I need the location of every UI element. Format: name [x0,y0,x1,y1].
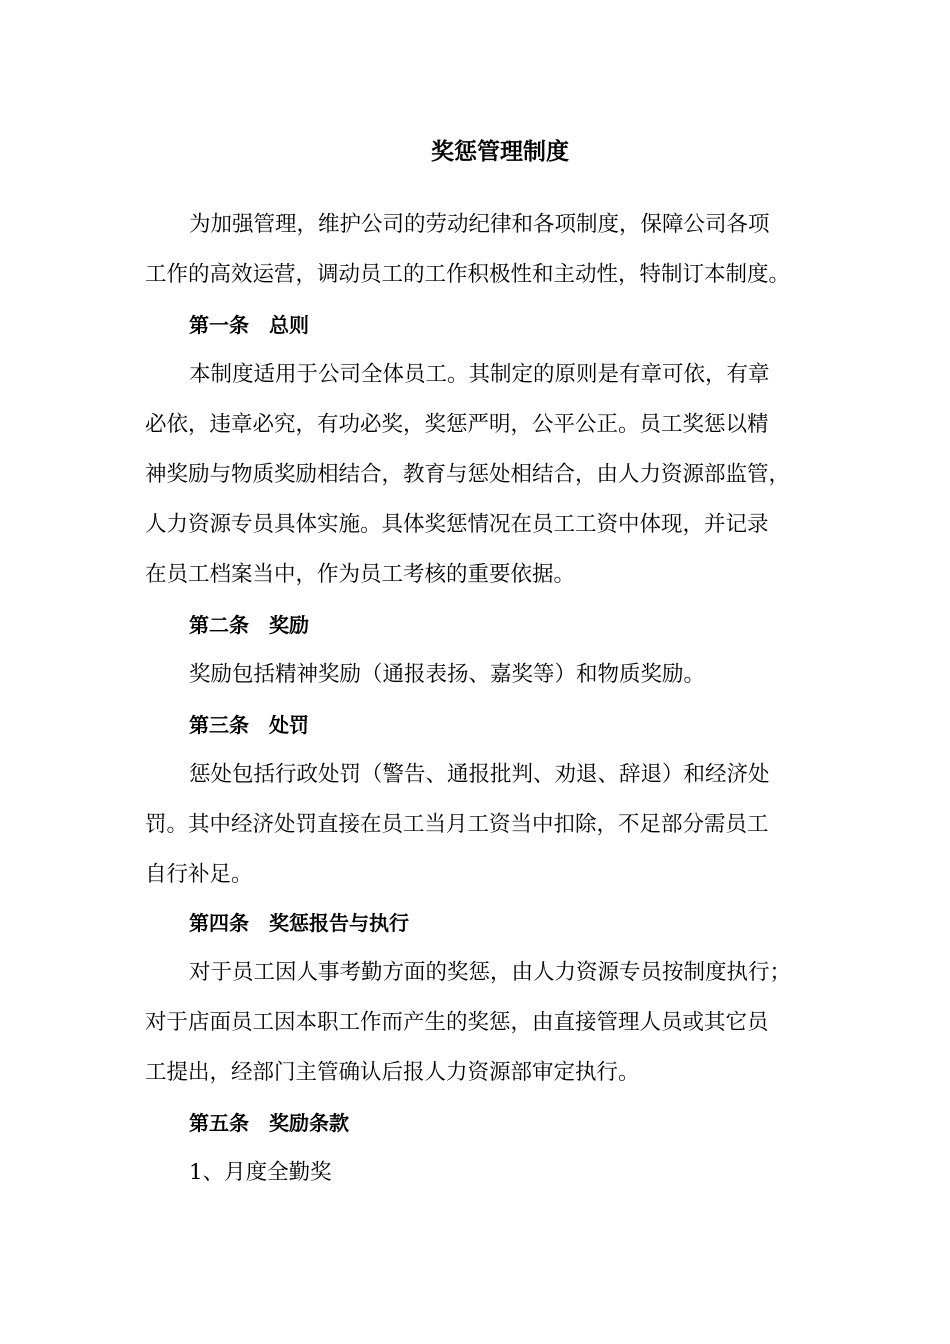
document-title: 奖惩管理制度 [431,139,569,165]
article5-heading: 第五条 奖励条款 [189,1111,349,1135]
article2-paragraph [145,650,805,700]
article1-line-2: 必依，违章必究，有功必奖，奖惩严明，公平公正。员工奖惩以精 [145,412,769,437]
intro-line-2: 工作的高效运营，调动员工的工作积极性和主动性，特制订本制度。 [145,262,791,287]
article1-line-3: 神奖励与物质奖励相结合，教育与惩处相结合，由人力资源部监管， [145,462,791,487]
article3-heading: 第三条 处罚 [189,713,309,737]
intro-paragraph [145,200,805,300]
article4-line-3: 工提出，经部门主管确认后报人力资源部审定执行。 [145,1060,640,1085]
article4-heading: 第四条 奖惩报告与执行 [189,911,409,935]
article1-line-5: 在员工档案当中，作为员工考核的重要依据。 [145,562,576,587]
article5-paragraph [145,1148,805,1198]
article3-line-3: 自行补足。 [145,862,253,887]
article4-line-2: 对于店面员工因本职工作而产生的奖惩，由直接管理人员或其它员 [145,1010,769,1035]
article2-line-1: 奖励包括精神奖励（通报表扬、嘉奖等）和物质奖励。 [189,662,706,687]
article5-line-1: 1、月度全勤奖 [189,1160,332,1185]
article1-paragraph [145,350,805,600]
article3-line-1: 惩处包括行政处罚（警告、通报批判、劝退、辞退）和经济处 [189,762,770,787]
article3-line-2: 罚。其中经济处罚直接在员工当月工资当中扣除，不足部分需员工 [145,812,769,837]
article2-heading: 第二条 奖励 [189,613,309,637]
article4-line-1: 对于员工因人事考勤方面的奖惩，由人力资源专员按制度执行； [189,960,792,985]
article4-paragraph [145,948,805,1098]
article1-line-4: 人力资源专员具体实施。具体奖惩情况在员工工资中体现，并记录 [145,512,769,537]
article1-heading: 第一条 总则 [189,313,309,337]
article3-paragraph [145,750,805,900]
intro-line-1: 为加强管理，维护公司的劳动纪律和各项制度，保障公司各项 [189,212,770,237]
article1-line-1: 本制度适用于公司全体员工。其制定的原则是有章可依，有章 [189,362,770,387]
